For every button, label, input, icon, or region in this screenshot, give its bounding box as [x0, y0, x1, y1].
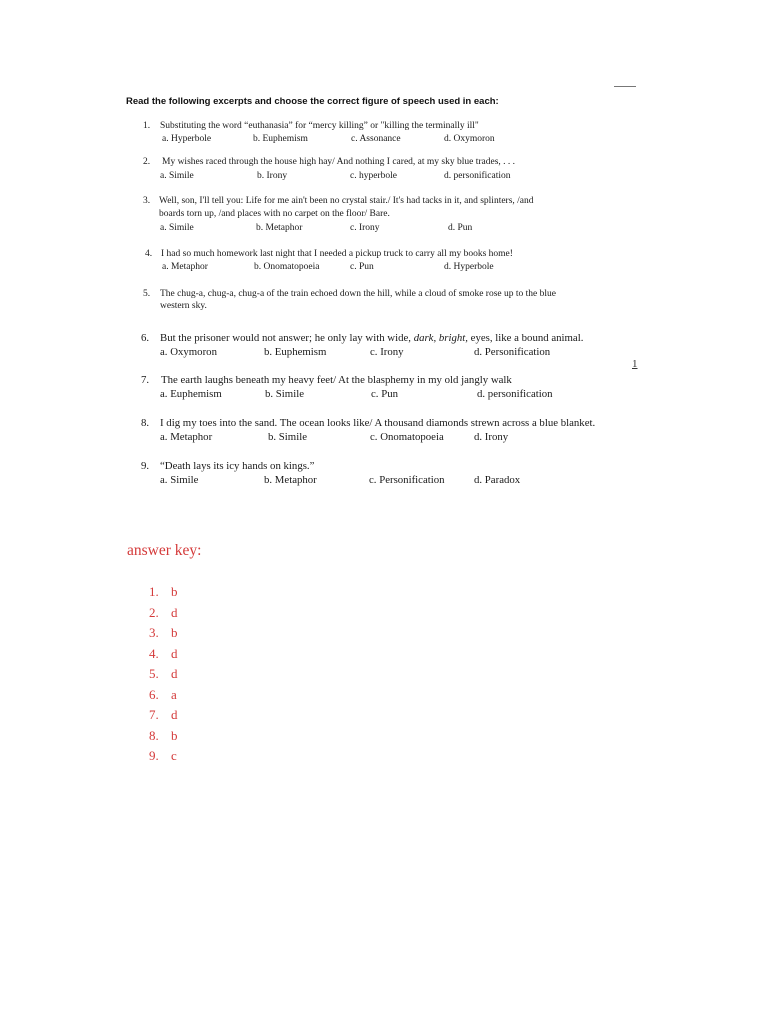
answer-item: 8. b [149, 727, 178, 743]
answer-item: 4. d [149, 645, 178, 661]
option-a: a. Simile [160, 474, 199, 486]
answer-item: 2. d [149, 604, 178, 620]
question-number: 2. [143, 157, 151, 167]
option-c: c. Pun [350, 262, 374, 272]
question-text: I had so much homework last night that I needed a pickup truck to carry all my books home! [161, 249, 513, 259]
option-b: b. Euphemism [264, 346, 327, 358]
top-rule [614, 86, 636, 87]
option-d: d. Pun [448, 223, 473, 233]
question-number: 3. [143, 196, 151, 206]
option-d: d. Paradox [474, 474, 521, 486]
question-text-line-1: The chug-a, chug-a, chug-a of the train echoed down the hill, while a cloud of smoke rose up to the blue [160, 289, 556, 299]
option-d: d. personification [477, 388, 553, 400]
question-number: 4. [145, 249, 153, 259]
question-text: “Death lays its icy hands on kings.” [160, 460, 315, 472]
option-d: d. Oxymoron [444, 134, 495, 144]
question-text: My wishes raced through the house high hay/ And nothing I cared, at my sky blue trades, . . . [162, 157, 516, 167]
question-text-line-2: western sky. [160, 301, 207, 311]
option-b: b. Metaphor [264, 474, 317, 486]
option-a: a. Simile [160, 171, 194, 181]
option-a: a. Simile [160, 223, 194, 233]
option-c: c. hyperbole [350, 171, 397, 181]
option-c: c. Irony [350, 223, 380, 233]
page-side-mark: 1 [632, 358, 638, 370]
question-number: 1. [143, 121, 151, 131]
option-b: b. Simile [268, 431, 307, 443]
answer-item: 7. d [149, 707, 178, 722]
question-number: 8. [141, 417, 150, 429]
question-text-line-2: boards torn up, /and places with no carpet on the floor/ Bare. [159, 209, 390, 219]
answer-key-title: answer key: [127, 542, 202, 559]
option-c: c. Personification [369, 474, 445, 486]
option-c: c. Pun [371, 388, 398, 400]
answer-item: 6. a [149, 686, 177, 702]
question-6-text: But the prisoner would not answer; he only lay with wide, dark, bright, eyes, like a bound animal. [160, 332, 584, 344]
option-c: c. Assonance [351, 134, 401, 144]
option-a: a. Euphemism [160, 388, 222, 400]
option-d: d. Personification [474, 346, 551, 358]
question-text [160, 332, 640, 344]
option-d: d. Hyperbole [444, 262, 494, 272]
option-b: b. Irony [257, 171, 288, 181]
option-a: a. Metaphor [162, 262, 208, 272]
question-text-line-1: Well, son, I'll tell you: Life for me ain't been no crystal stair./ It's had tacks in it, and splinters, /and [159, 196, 534, 206]
option-b: b. Simile [265, 388, 304, 400]
question-number: 9. [141, 460, 150, 472]
question-number: 6. [141, 332, 150, 344]
instructions-heading: Read the following excerpts and choose the correct figure of speech used in each: [126, 96, 499, 107]
answer-item: 9. c [149, 748, 177, 763]
option-b: b. Euphemism [253, 134, 308, 144]
question-text: The earth laughs beneath my heavy feet/ At the blasphemy in my old jangly walk [161, 374, 512, 386]
option-c: c. Onomatopoeia [370, 431, 444, 443]
answer-item: 5. d [149, 666, 178, 681]
question-number: 7. [141, 374, 150, 386]
question-text: I dig my toes into the sand. The ocean looks like/ A thousand diamonds strewn across a blue blanket. [160, 417, 596, 429]
question-text: Substituting the word “euthanasia” for “mercy killing” or "killing the terminally ill" [160, 121, 479, 131]
option-d: d. personification [444, 171, 511, 181]
option-b: b. Onomatopoeia [254, 262, 320, 272]
option-a: a. Metaphor [160, 431, 213, 443]
option-d: d. Irony [474, 431, 509, 443]
option-b: b. Metaphor [256, 223, 303, 233]
option-a: a. Hyperbole [162, 134, 212, 144]
answer-item: 1. b [149, 584, 178, 599]
question-number: 5. [143, 289, 151, 299]
option-c: c. Irony [370, 346, 404, 358]
option-a: a. Oxymoron [160, 346, 217, 358]
answer-item: 3. b [149, 625, 178, 640]
